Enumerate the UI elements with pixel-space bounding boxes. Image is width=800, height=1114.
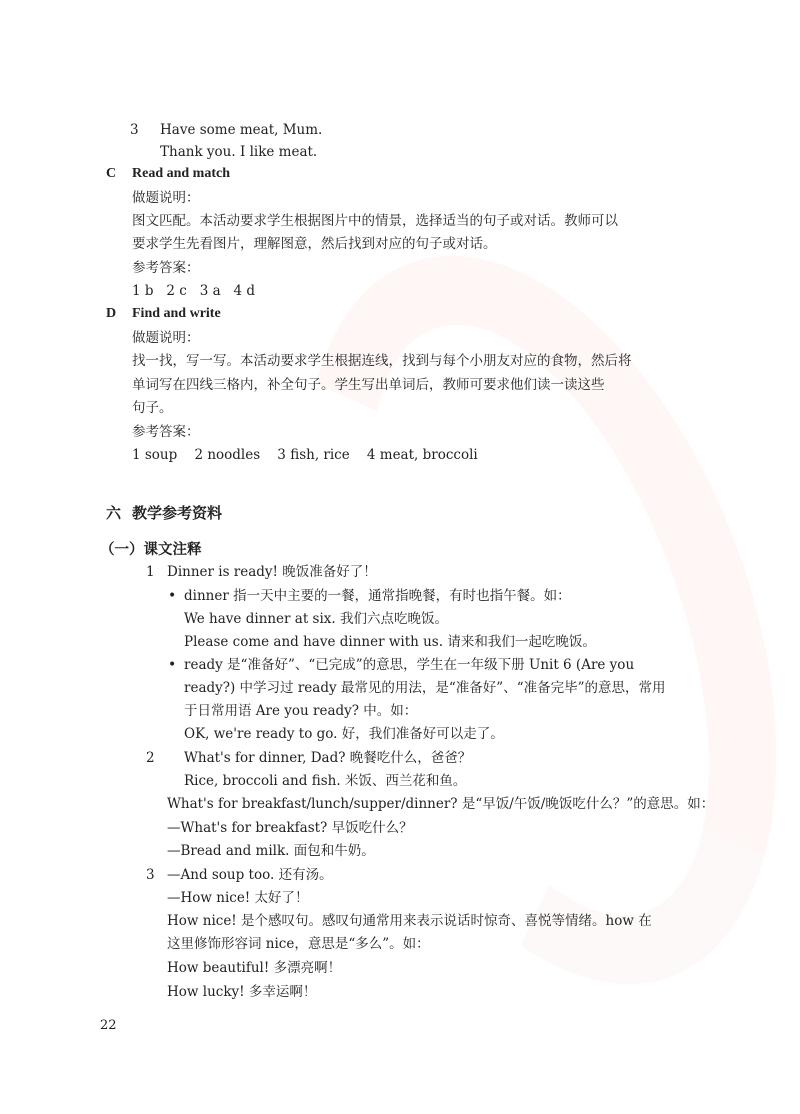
example-sentence: —And soup too. 还有汤。 — [167, 867, 333, 883]
example-sentence: How beautiful! 多漂亮啊！ — [167, 960, 342, 976]
item-number: 3 — [130, 122, 139, 138]
section-heading: 教学参考资料 — [132, 504, 223, 522]
example-sentence: —How nice! 太好了！ — [167, 890, 309, 906]
note-text: How nice! 是个感叹句。感叹句通常用来表示说话时惊奇、喜悦等情绪。how 在 — [167, 913, 652, 929]
note-number: 1 — [146, 564, 155, 580]
instruction-text: 句子。 — [132, 400, 173, 416]
note-text: ready 是“准备好”、“已完成”的意思，学生在一年级下册 Unit 6 (Are you — [184, 657, 635, 673]
example-sentence: Have some meat, Mum. — [160, 122, 323, 138]
section-title: Find and write — [132, 306, 221, 321]
answer-key: 1 b 2 c 3 a 4 d — [132, 283, 256, 299]
example-sentence: OK, we're ready to go. 好，我们准备好可以走了。 — [184, 726, 504, 742]
example-sentence: Please come and have dinner with us. 请来和我们一起吃晚饭。 — [184, 634, 596, 650]
page-number: 22 — [100, 1018, 117, 1033]
note-text: 于日常用语 Are you ready? 中。如： — [184, 703, 418, 719]
example-sentence: Rice, broccoli and fish. 米饭、西兰花和鱼。 — [184, 773, 467, 789]
note-number: 3 — [146, 867, 155, 883]
section-title: Read and match — [132, 166, 231, 181]
answer-label: 参考答案： — [132, 260, 200, 276]
note-text: What's for breakfast/lunch/supper/dinner? 是“早饭/午饭/晚饭吃什么？”的意思。如： — [167, 796, 715, 812]
instruction-text: 找一找，写一写。本活动要求学生根据连线，找到与每个小朋友对应的食物，然后将 — [132, 353, 632, 369]
bullet-dot: • — [168, 657, 177, 673]
answer-label: 参考答案： — [132, 424, 200, 440]
instruction-text: 要求学生先看图片，理解图意，然后找到对应的句子或对话。 — [132, 236, 497, 252]
example-sentence: —What's for breakfast? 早饭吃什么？ — [167, 820, 413, 836]
instruction-text: 单词写在四线三格内，补全句子。学生写出单词后，教师可要求他们读一读这些 — [132, 377, 605, 393]
section-letter: D — [106, 306, 117, 321]
instruction-label: 做题说明： — [132, 330, 200, 346]
note-text: 这里修饰形容词 nice，意思是“多么”。如： — [167, 936, 430, 952]
note-text: What's for dinner, Dad? 晚餐吃什么，爸爸？ — [184, 750, 472, 766]
subsection-heading: （一）课文注释 — [100, 542, 202, 558]
bullet-dot: • — [168, 588, 177, 604]
instruction-text: 图文匹配。本活动要求学生根据图片中的情景，选择适当的句子或对话。教师可以 — [132, 213, 618, 229]
example-sentence: We have dinner at six. 我们六点吃晚饭。 — [184, 611, 448, 627]
note-text: Dinner is ready! 晚饭准备好了！ — [167, 564, 377, 580]
example-sentence: How lucky! 多幸运啊！ — [167, 984, 317, 1000]
answer-key: 1 soup 2 noodles 3 fish, rice 4 meat, broccoli — [132, 447, 478, 463]
section-number: 六 — [106, 504, 122, 522]
section-letter: C — [106, 166, 117, 181]
note-text: ready?) 中学习过 ready 最常见的用法，是“准备好”、“准备完毕”的意思，常用 — [184, 680, 666, 696]
example-sentence: Thank you. I like meat. — [160, 144, 318, 160]
note-number: 2 — [146, 750, 155, 766]
instruction-label: 做题说明： — [132, 190, 200, 206]
note-text: dinner 指一天中主要的一餐，通常指晚餐，有时也指午餐。如： — [184, 588, 571, 604]
example-sentence: —Bread and milk. 面包和牛奶。 — [167, 843, 375, 859]
